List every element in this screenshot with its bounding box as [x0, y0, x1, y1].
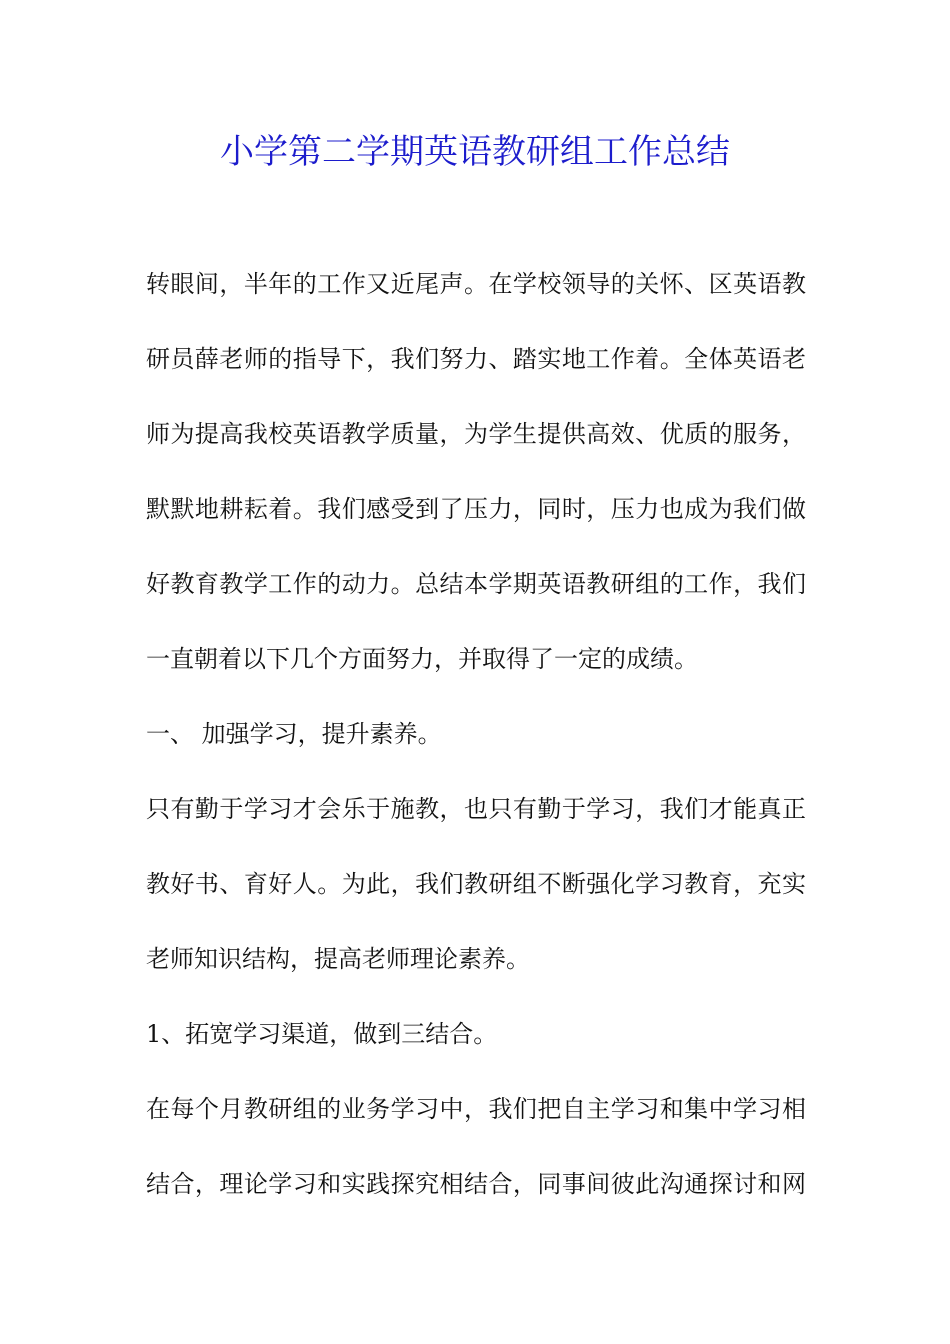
paragraph-line: 转眼间，半年的工作又近尾声。在学校领导的关怀、区英语教	[146, 270, 806, 298]
paragraph-line: 在每个月教研组的业务学习中，我们把自主学习和集中学习相	[146, 1095, 806, 1123]
subsection-heading: 1、拓宽学习渠道，做到三结合。	[146, 1020, 498, 1048]
paragraph-line: 一直朝着以下几个方面努力，并取得了一定的成绩。	[146, 645, 698, 673]
paragraph-line: 默默地耕耘着。我们感受到了压力，同时，压力也成为我们做	[146, 495, 806, 523]
paragraph-line: 教好书、育好人。为此，我们教研组不断强化学习教育，充实	[146, 870, 806, 898]
paragraph-line: 师为提高我校英语教学质量，为学生提供高效、优质的服务，	[146, 420, 806, 448]
paragraph-line: 研员薛老师的指导下，我们努力、踏实地工作着。全体英语老	[146, 345, 806, 373]
paragraph-line: 好教育教学工作的动力。总结本学期英语教研组的工作，我们	[146, 570, 806, 598]
document-title: 小学第二学期英语教研组工作总结	[220, 132, 730, 172]
paragraph-line: 结合，理论学习和实践探究相结合，同事间彼此沟通探讨和网	[146, 1170, 806, 1198]
section-heading: 一、 加强学习，提升素养。	[146, 720, 442, 748]
paragraph-line: 老师知识结构，提高老师理论素养。	[146, 945, 530, 973]
paragraph-line: 只有勤于学习才会乐于施教，也只有勤于学习，我们才能真正	[146, 795, 806, 823]
